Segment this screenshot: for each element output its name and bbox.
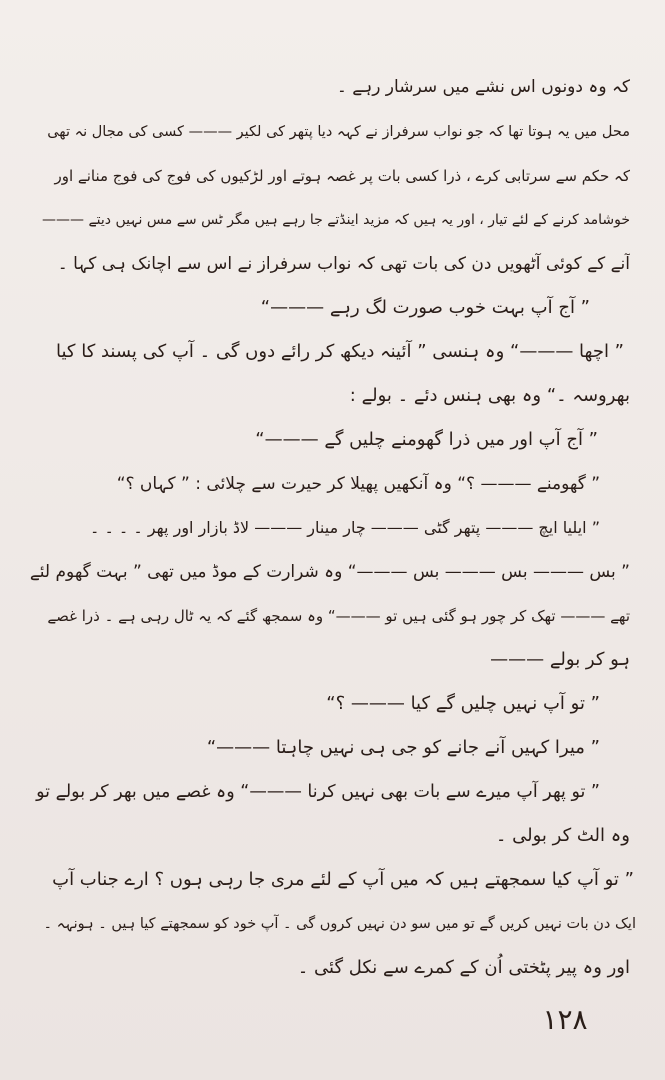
text-line: کہ حکم سے سرتابی کرے ، ذرا کسی بات پر غصہ ہوتے اور لڑکیوں کی فوج کی فوج منانے اور: [54, 167, 630, 185]
text-line: خوشامد کرنے کے لئے تیار ، اور یہ ہیں کہ مزید اینڈتے جا رہے ہیں مگر ٹس سے مس نہیں دیتے ———: [42, 212, 630, 228]
text-line: ” آج آپ بہت خوب صورت لگ رہے ———“: [260, 297, 590, 318]
text-line: آنے کے کوئی آٹھویں دن کی بات تھی کہ نواب سرفراز نے اس سے اچانک ہی کہا ۔: [57, 254, 630, 274]
text-line: تھے ——— تھک کر چور ہو گئی ہیں تو ———“ وہ سمجھ گئے کہ یہ ٹال رہی ہے ۔ ذرا غصے: [47, 607, 630, 625]
text-line: ” بس ——— بس ——— بس ———“ وہ شرارت کے موڈ میں تھی ” بہت گھوم لئے: [30, 562, 630, 582]
text-line: ” گھومنے ——— ؟“ وہ آنکھیں پھیلا کر حیرت سے چلائی : ” کہاں ؟“: [116, 474, 600, 494]
text-line: ” تو آپ نہیں چلیں گے کیا ——— ؟“: [326, 693, 600, 714]
text-line: وہ الٹ کر بولی ۔: [495, 825, 630, 846]
text-line: ” تو پھر آپ میرے سے بات بھی نہیں کرنا ———“ وہ غصے میں بھر کر بولے تو: [36, 782, 600, 802]
text-line: محل میں یہ ہوتا تھا کہ جو نواب سرفراز نے کہہ دیا پتھر کی لکیر ——— کسی کی مجال نہ تھی: [47, 124, 630, 140]
text-line: ہو کر بولے ———: [490, 649, 630, 670]
text-line: کہ وہ دونوں اس نشے میں سرشار رہے ۔: [336, 77, 630, 97]
text-line: ” میرا کہیں آنے جانے کو جی ہی نہیں چاہتا ———“: [206, 737, 600, 758]
text-line: بھروسہ ۔“ وہ بھی ہنس دئے ۔ بولے :: [349, 385, 630, 406]
text-line: ” تو آپ کیا سمجھتے ہیں کہ میں آپ کے لئے مری جا رہی ہوں ؟ ارے جناب آپ: [52, 869, 634, 890]
text-line: ” اچھا ———“ وہ ہنسی ” آئینہ دیکھ کر رائے دوں گی ۔ آپ کی پسند کا کیا: [56, 341, 624, 362]
text-line: اور وہ پیر پٹختی اُن کے کمرے سے نکل گئی ۔: [297, 957, 630, 978]
text-line: ” ایلیا ایچ ——— پتھر گٹی ——— چار مینار ——— لاڈ بازار اور پھر ۔ ۔ ۔ ۔: [90, 518, 600, 537]
page-number: ۱۲۸: [542, 1003, 588, 1036]
text-line: ” آج آپ اور میں ذرا گھومنے چلیں گے ———“: [255, 429, 598, 450]
text-line: ایک دن بات نہیں کریں گے تو میں سو دن نہیں کروں گی ۔ آپ خود کو سمجھتے کیا ہیں ۔ ہونہہ ۔: [43, 916, 636, 932]
